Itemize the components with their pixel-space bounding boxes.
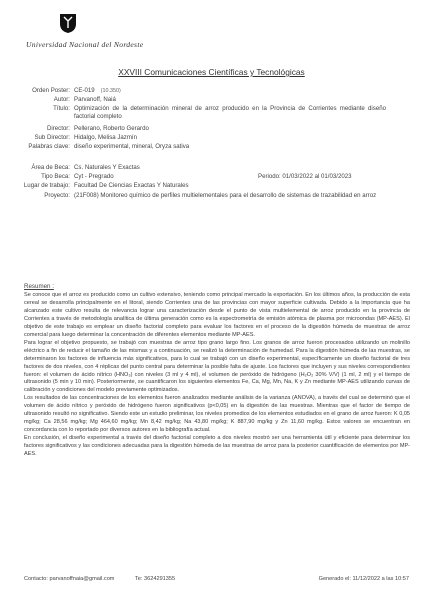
palabras-clave-label: Palabras clave:: [28, 143, 70, 150]
proyecto-label: Proyecto:: [44, 192, 70, 199]
orden-poster-label: Orden Poster:: [32, 87, 70, 94]
sub-director-value: Hidalgo, Melisa Jazmín: [74, 134, 137, 141]
university-seal-logo: [58, 12, 78, 34]
footer-contacto: Contacto: parvanoffnaia@gmail.com: [24, 576, 115, 582]
palabras-clave-value: diseño experimental, mineral, Oryza sativa: [74, 143, 190, 150]
director-label: Director:: [46, 125, 70, 132]
resumen-paragraph-1: Se conoce que el arroz es producido como un cultivo extensivo, teniendo como principal mercado la exportación. En los últimos años, la producción de esta cereal se desarrolla principalmente en el litoral, siendo Corrientes una de las provincias con mayor superficie cultivada. Debido a la importancia que ha alcanzado este cultivo resulta de relevancia lograr una caracterización desde el punto de vista multielemental de arroz producido en la provincia de Corrientes a través de metodología analítica de última generación como es la espectrometría de emisión atómica de plasma por microondas (MP-AES). El objetivo de este trabajo es emplear un diseño factorial completo para evaluar los factores en el proceso de la digestión húmeda de muestras de arroz comercial para luego determinar la concentración de diferentes elementos mediante MP-AES.: [24, 292, 410, 338]
proyecto-value: (21F008) Monitoreo químico de perfiles multielementales para el desarrollo de sistemas de trazabilidad en arroz: [74, 192, 377, 199]
tipo-beca-value: Cyt - Pregrado: [74, 173, 114, 180]
resumen-paragraph-3: Los resultados de las concentraciones de los elementos fueron analizados mediante análisis de la varianza (ANOVA), a través del cual se determinó que el volumen de ácido nítrico y peróxido de hidrógeno fueron significativos (p<0,05) en la digestión de las muestras. Mientras que el factor de tiempo de ultrasonido resultó no significativo. Siendo este un estudio preliminar, los niveles promedios de los elementos estudiados en el grano de arroz fueron: K 0,05 mg/kg; Ca 28,56 mg/kg; Mg 464,60 mg/kg; Mn 8,42 mg/kg; Na 43,80 mg/kg; K 887,90 mg/kg y Zn 11,60 mg/kg. Estos valores se encuentran en concordancia con lo reportado por diversos autores en la bibliografía actual.: [24, 395, 410, 434]
titulo-value: Optimización de la determinación mineral de arroz producido en la Provincia de Corrientes mediante diseño factorial completo: [74, 105, 386, 121]
area-beca-label: Área de Beca:: [31, 164, 70, 171]
resumen-paragraph-4: En conclusión, el diseño experimental a través del diseño factorial completo a dos niveles mostró ser una herramienta útil y eficiente para determinar los factores significativos y las condiciones adecuadas para la digestión húmeda de las muestras de arroz para la posterior cuantificación de elementos por MP-AES.: [24, 435, 410, 458]
orden-poster-value: [74, 87, 386, 95]
lugar-trabajo-value: Facultad De Ciencias Exactas Y Naturales: [74, 182, 189, 189]
titulo-label: Título:: [53, 105, 70, 112]
lugar-trabajo-label: Lugar de trabajo:: [23, 182, 70, 189]
document-title: XXVIII Comunicaciones Científicas y Tecnológicas: [118, 67, 305, 77]
resumen-paragraph-2: Para lograr el objetivo propuesto, se trabajó con muestras de arroz tipo grano largo fino. Los granos de arroz fueron procesados utilizando un molinillo eléctrico a fin de reducir el tamaño de las mismas y a continuación, se realizó la determinación de humedad. Para la digestión húmeda de las muestras, se determinaron los factores de influencia más significativos, para lo cual se trabajó con un diseño experimental, específicamente un diseño factorial de tres factores de dos niveles, con 4 réplicas del punto central para determinar la posible falta de ajuste. Los factores que incluyen y sus niveles correspondientes fueron: el volumen de ácido nítrico (HNO₃) con niveles (3 ml y 4 ml), el volumen de peróxido de hidrógeno (H₂O₂ 30% V/V) (1 ml, 2 ml) y el tiempo de ultrasonido (5 min y 10 min). Posteriormente, se cuantificaron los siguientes elementos Fe, Ca, Mg, Mn, Na, K y Zn mediante MP-AES utilizando curvas de calibración y condiciones del modelo previamente optimizados.: [24, 339, 410, 394]
resumen-body: [24, 292, 410, 459]
autor-value: Parvanoff, Naiá: [74, 96, 116, 103]
area-beca-value: Cs. Naturales Y Exactas: [74, 164, 140, 171]
resumen-label: Resumen :: [24, 283, 54, 290]
autor-label: Autor:: [53, 96, 70, 103]
sub-director-label: Sub Director:: [34, 134, 70, 141]
orden-poster-code: CE-019: [74, 87, 95, 94]
tipo-beca-label: Tipo Beca:: [41, 173, 70, 180]
footer-telefono: Te: 3624291355: [135, 576, 176, 582]
director-value: Pellerano, Roberto Gerardo: [74, 125, 149, 132]
footer-generado: Generado el: 11/12/2022 a las 10:57: [318, 576, 409, 582]
periodo-value: Periodo: 01/03/2022 al 01/03/2023: [258, 173, 352, 180]
orden-poster-note: (10.350): [100, 88, 121, 94]
university-name: Universidad Nacional del Nordeste: [26, 40, 144, 49]
